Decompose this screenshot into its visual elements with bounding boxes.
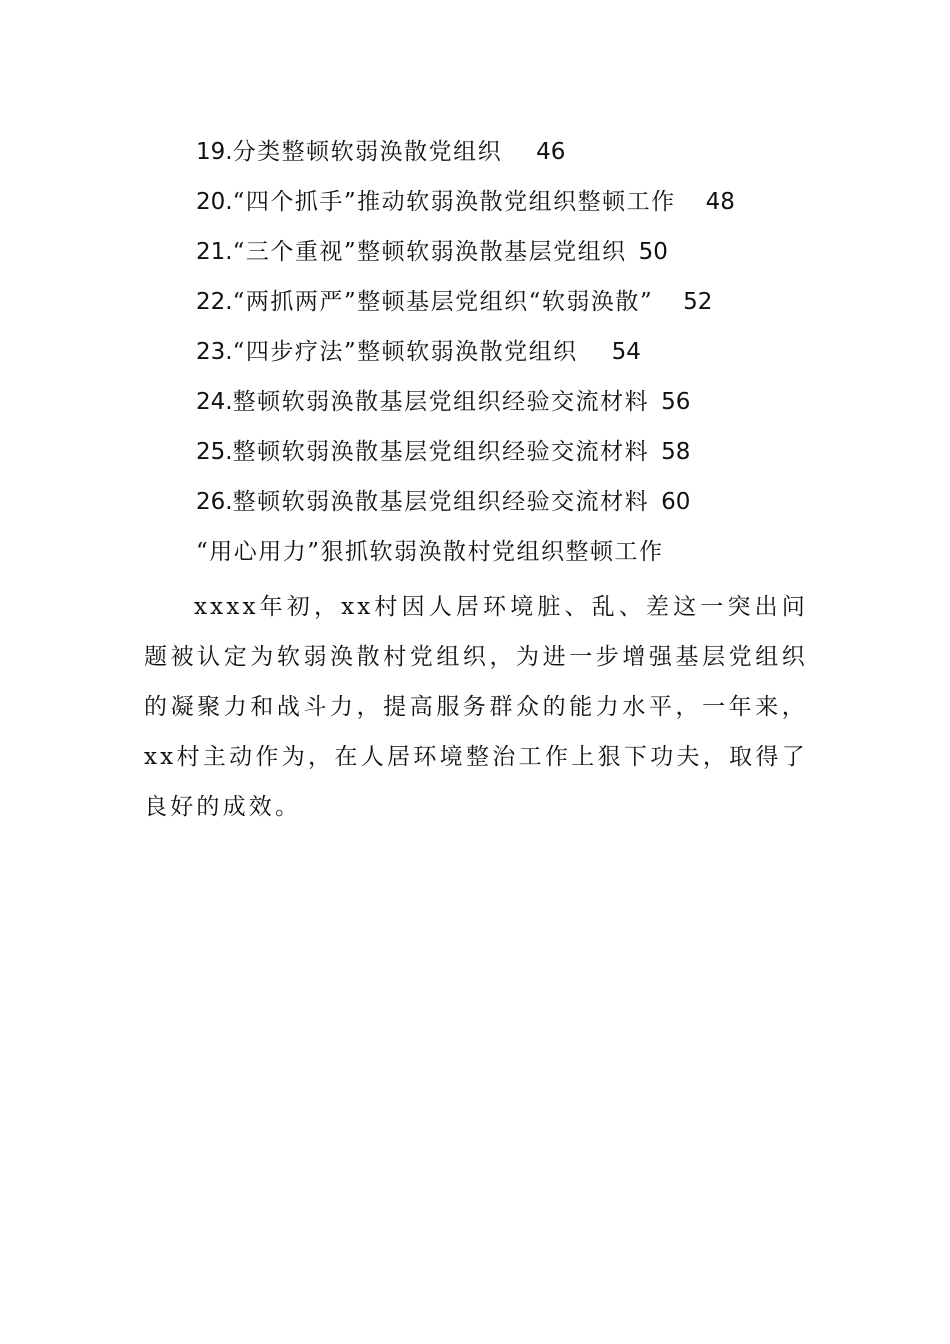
toc-entry-number: 19. bbox=[196, 139, 233, 165]
toc-entry-title: “三个重视”整顿软弱涣散基层党组织 bbox=[232, 239, 627, 265]
toc-entry[interactable] bbox=[196, 382, 836, 432]
toc-entry-number: 21. bbox=[196, 239, 233, 265]
toc-entry-page: 56 bbox=[661, 389, 691, 415]
toc-entry-page: 60 bbox=[661, 489, 691, 515]
toc-entry-number: 20. bbox=[196, 189, 233, 215]
toc-entry[interactable] bbox=[196, 432, 836, 482]
toc-entry-title: “两抓两严”整顿基层党组织“软弱涣散” bbox=[232, 289, 654, 315]
toc-entry[interactable] bbox=[196, 232, 836, 282]
toc-entry[interactable] bbox=[196, 332, 836, 382]
toc-entry-number: 26. bbox=[196, 489, 233, 515]
toc-entry-title: 整顿软弱涣散基层党组织经验交流材料 bbox=[232, 489, 650, 515]
toc-entry-page: 46 bbox=[536, 139, 566, 165]
toc-entry[interactable] bbox=[196, 482, 836, 532]
article-paragraph: xxxx年初，xx村因人居环境脏、乱、差这一突出问题被认定为软弱涣散村党组织，为进一步增强基层党组织的凝聚力和战斗力，提高服务群众的能力水平，一年来，xx村主动作为，在人居环境整治工作上狠下功夫，取得了良好的成效。 bbox=[144, 594, 808, 820]
toc-entry-title: 分类整顿软弱涣散党组织 bbox=[232, 139, 503, 165]
toc-entry-number: 25. bbox=[196, 439, 233, 465]
toc-entry-title: “四步疗法”整顿软弱涣散党组织 bbox=[232, 339, 578, 365]
toc-entry-page: 52 bbox=[683, 289, 713, 315]
table-of-contents bbox=[196, 132, 836, 532]
article-title: “用心用力”狠抓软弱涣散村党组织整顿工作 bbox=[196, 539, 664, 565]
toc-entry-page: 54 bbox=[611, 339, 641, 365]
toc-entry-number: 22. bbox=[196, 289, 233, 315]
toc-entry-page: 58 bbox=[661, 439, 691, 465]
toc-entry-page: 48 bbox=[705, 189, 735, 215]
toc-entry-page: 50 bbox=[638, 239, 668, 265]
toc-entry-number: 23. bbox=[196, 339, 233, 365]
toc-entry[interactable] bbox=[196, 132, 836, 182]
toc-entry-title: 整顿软弱涣散基层党组织经验交流材料 bbox=[232, 439, 650, 465]
toc-entry[interactable] bbox=[196, 282, 836, 332]
toc-entry-title: “四个抓手”推动软弱涣散党组织整顿工作 bbox=[232, 189, 676, 215]
toc-entry[interactable] bbox=[196, 182, 836, 232]
toc-entry-number: 24. bbox=[196, 389, 233, 415]
toc-entry-title: 整顿软弱涣散基层党组织经验交流材料 bbox=[232, 389, 650, 415]
